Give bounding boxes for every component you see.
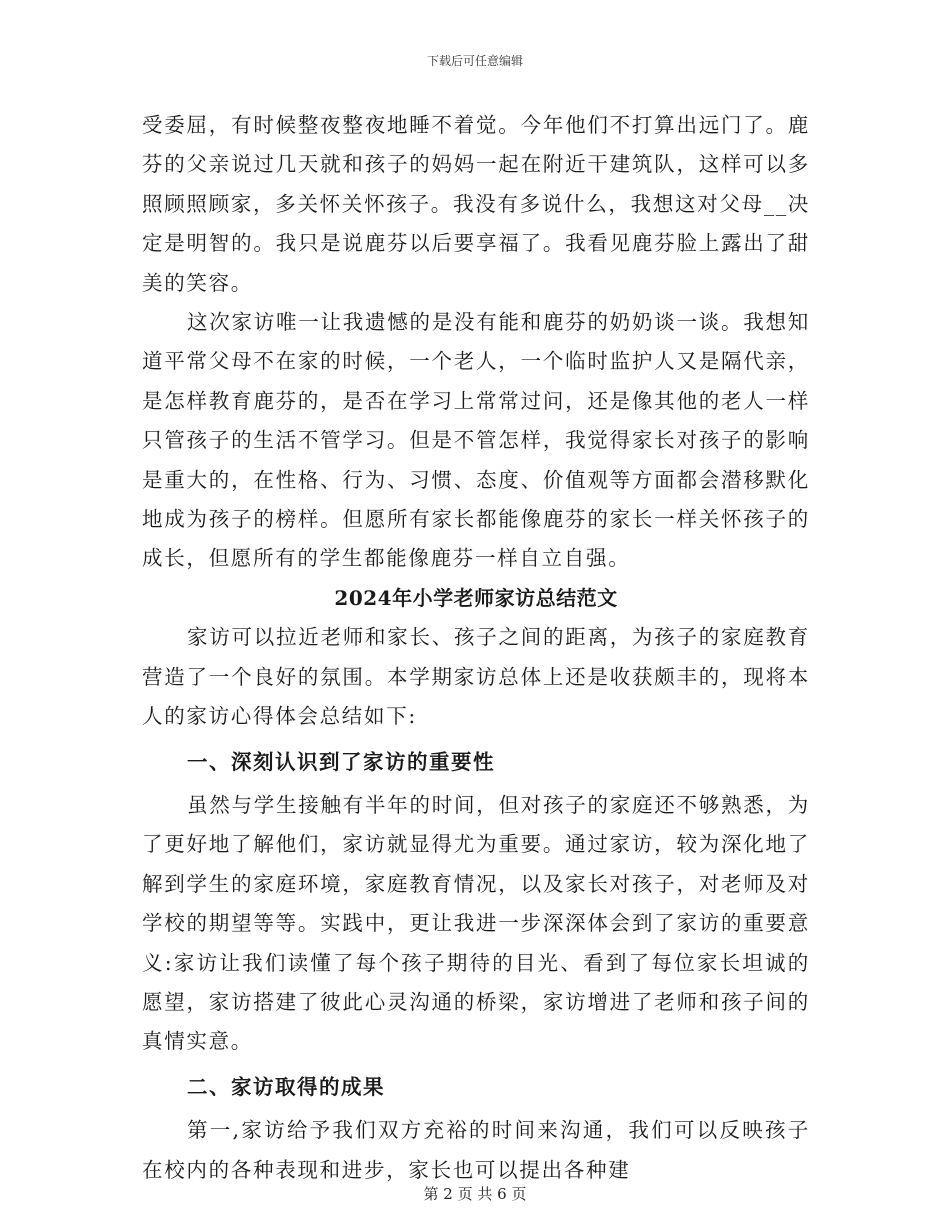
section-title: 2024年小学老师家访总结范文 <box>334 585 618 610</box>
document-body <box>142 106 810 1190</box>
page-number: 第 2 页 共 6 页 <box>423 1185 527 1203</box>
paragraph: 虽然与学生接触有半年的时间，但对孩子的家庭还不够熟悉，为了更好地了解他们，家访就显得尤为重要。通过家访，较为深化地了解到学生的家庭环境，家庭教育情况，以及家长对孩子，对老师及对学校的期望等等。实践中，更让我进一步深深体会到了家访的重要意义:家访让我们读懂了每个孩子期待的目光、看到了每位家长坦诚的愿望，家访搭建了彼此心灵沟通的桥梁，家访增进了老师和孩子间的真情实意。 <box>142 792 810 1054</box>
page-header-note: 下载后可任意编辑 <box>426 54 523 68</box>
section-heading: 一、深刻认识到了家访的重要性 <box>187 749 495 774</box>
section-heading: 二、家访取得的成果 <box>187 1074 385 1099</box>
paragraph: 家访可以拉近老师和家长、孩子之间的距离，为孩子的家庭教育营造了一个良好的氛围。本学期家访总体上还是收获颇丰的，现将本人的家访心得体会总结如下: <box>142 625 810 729</box>
paragraph: 第一,家访给予我们双方充裕的时间来沟通，我们可以反映孩子在校内的各种表现和进步，家长也可以提出各种建 <box>142 1118 810 1182</box>
paragraph: 这次家访唯一让我遗憾的是没有能和鹿芬的奶奶谈一谈。我想知道平常父母不在家的时候，一个老人，一个临时监护人又是隔代亲，是怎样教育鹿芬的，是否在学习上常常过问，还是像其他的老人一样只管孩子的生活不管学习。但是不管怎样，我觉得家长对孩子的影响是重大的，在性格、行为、习惯、态度、价值观等方面都会潜移默化地成为孩子的榜样。但愿所有家长都能像鹿芬的家长一样关怀孩子的成长，但愿所有的学生都能像鹿芬一样自立自强。 <box>142 310 810 571</box>
paragraph: 受委屈，有时候整夜整夜地睡不着觉。今年他们不打算出远门了。鹿芬的父亲说过几天就和孩子的妈妈一起在附近干建筑队，这样可以多照顾照顾家，多关怀关怀孩子。我没有多说什么，我想这对父母__决定是明智的。我只是说鹿芬以后要享福了。我看见鹿芬脸上露出了甜美的笑容。 <box>142 113 810 295</box>
